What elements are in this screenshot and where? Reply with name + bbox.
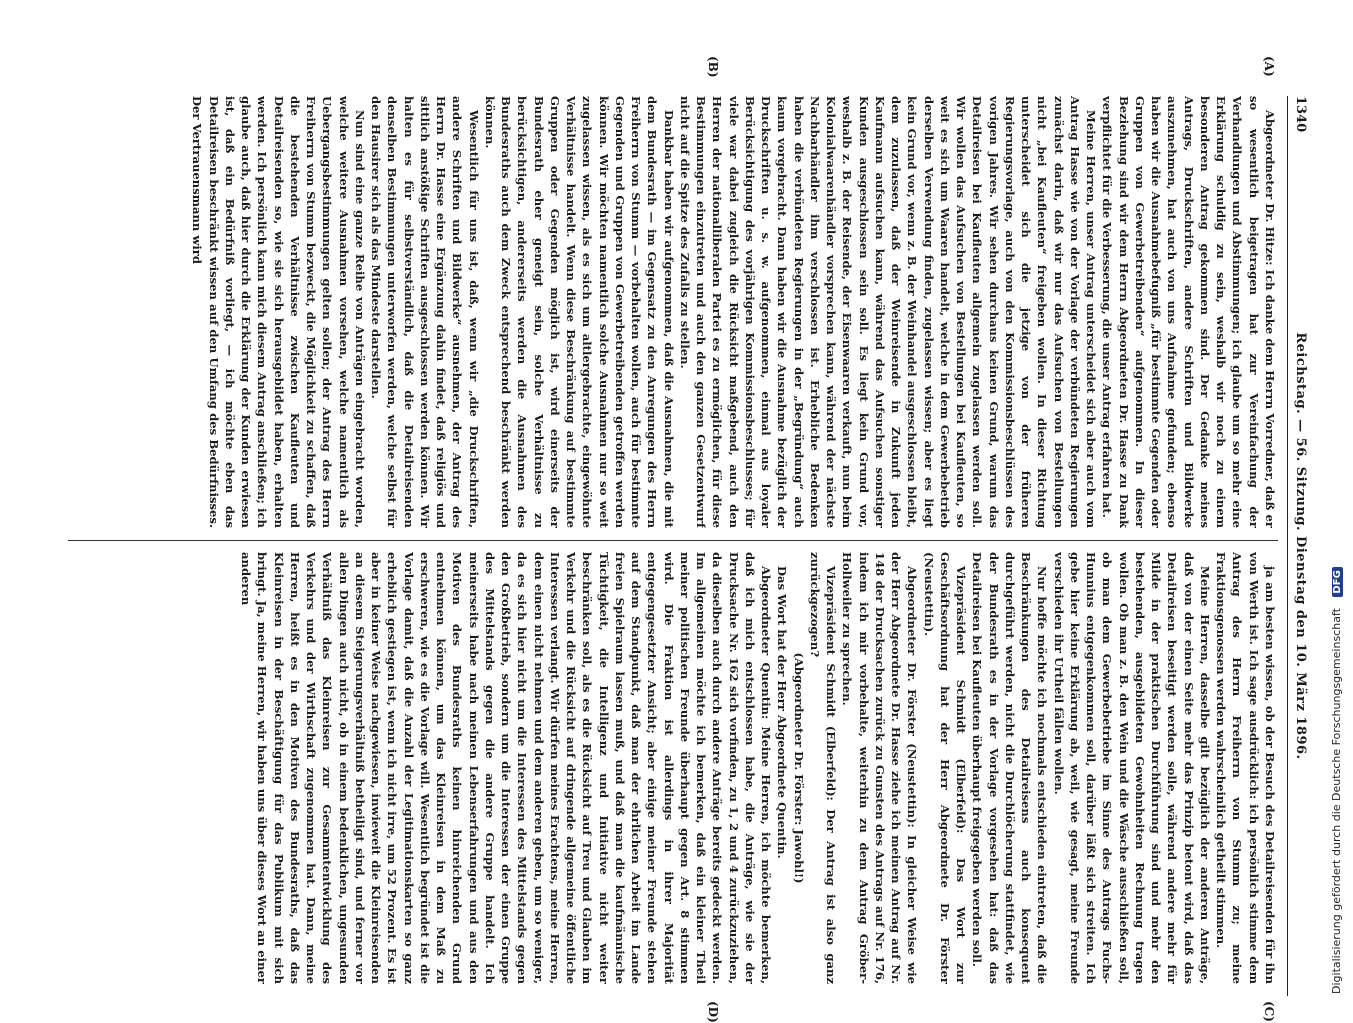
digitization-credit bbox=[1330, 0, 1348, 1000]
page-number: 1340 bbox=[1293, 96, 1308, 133]
paragraph: Abgeordneter Dr. Hitze: Ich danke dem Herrn Vorredner, daß er so wesentlich beigetragen hat zur Vereinfachung der Verhandlungen und Abstimmungen; ich glaube um so mehr eine Erklärung schuldig zu sein, weshalb wir noch zu einem besonderen Antrag gekommen sind. Der Gedanke meines Antrags, Druckschriften, andere Schriften und Bildwerke auszunehmen, hat auch von uns Aufnahme gefunden; ebenso haben wir die Ausnahmebefugniß „für bestimmte Gegenden oder Gruppen von Gewerbetreibenden“ aufgenommen. In dieser Beziehung sind wir dem Herrn Abgeordneten Dr. Hasse zu Dank verpflichtet für die Verbesserung, die unser Antrag erfahren hat. bbox=[1100, 96, 1277, 528]
column-divider bbox=[68, 540, 1278, 541]
paragraph: Meine Herren, unser Antrag unterscheidet sich aber auch vom Antrag Hasse wie von der Vorlage der verbündeten Regierungen zunächst darin, daß wir nur das Aufsuchen von Bestellungen nicht „bei Kaufleuten“ freigeben wollen. In dieser Richtung unterscheidet sich die jetzige von der früheren Regierungsvorlage, auch von den Kommissionsbeschlüssen des vorigen Jahres. Wir sehen durchaus keinen Grund, warum das Detailreisen bei Kaufleuten allgemein zugelassen werden soll. Wir wollen das Aufsuchen von Bestellungen bei Kaufleuten, so weit es sich um Waaren handelt, welche in dem Gewerbebetrieb derselben Verwendung finden, zugelassen wissen; aber es liegt kein Grund vor, wenn z. B. der Weinhandel ausgeschlossen bleibt, dem zuzulassen, daß der Weinreisende in Zukunft jeden Kaufmann aufsuchen kann, während das Aufsuchen sonstiger Kunden ausgeschlossen sein soll. Es liegt kein Grund vor, weshalb z. B. der Reisende, der Eisenwaaren verkauft, nun beim Kolonialwaarenhändler vorsprechen kann, während der nächste Nachbarhändler ihm verschlossen ist. Erhebliche Bedenken haben die verbündeten Regierungen in der „Begründung“ auch kaum vorgebracht. Dann haben wir die Ausnahme bezüglich der Druckschriften u. s. w. aufgenommen, einmal aus loyaler Berücksichtigung des vorjährigen Kommissionsbeschlusses; für viele war dabei zugleich die Rücksicht maßgebend, auch den Herren der nationalliberalen Partei es zu ermöglichen, für diese Bestimmungen einzutreten und auch den ganzen Gesetzentwurf nicht auf die Spitze des Zufalls zu stellen. bbox=[678, 96, 1099, 528]
paragraph: Nur hoffe möchte ich nochmals entschieden eintreten, daß die Beschränkungen des Detailreisens auch konsequent durchgeführt werden, nicht die Durchlöcherung stattfindet, wie der Bundesrath es in der Vorlage vorgesehen hat: daß das Detailreisen bei Kaufleuten überhaupt freigegeben werden soll. bbox=[970, 552, 1050, 984]
margin-letter-b: (B) bbox=[706, 56, 720, 78]
paragraph: Abgeordneter Quentin: Meine Herren, ich möchte bemerken, daß ich mich entschlossen habe, die Anträge, wie sie der Drucksache Nr. 162 sich vorfinden, zu 1, 2 und 4 zurückzuziehen, da dieselben auch durch andere Anträge bereits gedeckt werden. Im allgemeinen möchte ich bemerken, daß ein kleiner Theil meiner politischen Freunde überhaupt gegen Art. 8 stimmen wird. Die Fraktion ist allerdings in ihrer Majorität entgegengesetzter Ansicht; aber einige meiner Freunde stehen auf dem Standpunkt, daß man der ehrlichen Arbeit im Lande freien Spielraum lassen muß, und daß man die kaufmännische Tüchtigkeit, die Intelligenz und Initiative nicht weiter beschränken soll, als es die Rücksicht auf Treu und Glauben im Verkehr und die Rücksicht auf dringende allgemeine öffentliche Interessen verlangt. Wir dürfen meines Erachtens, meine Herren, dem einen nicht nehmen und dem anderen geben, um so weniger, da es sich hier nicht um die Interessen des Mittelstands gegen den Großbetrieb, sondern um die Interessen der einen Gruppe des Mittelstands gegen die andere Gruppe handelt. Ich meinerseits habe nach meinen Lebenserfahrungen und aus den Motiven des Bundesraths keinen hinreichenden Grund entnehmen können, um das Kleinreisen in dem Maß zu erschweren, wie es die Vorlage will. Wesentlich begründet ist die Vorlage damit, daß die Anzahl der Legitimationskarten so ganz erheblich gestiegen ist, wenn ich nicht irre, um 52 Prozent. Es ist aber in keiner Weise nachgewiesen, inwieweit die Kleinreisenden an diesem Steigerungsverhältniß betheiligt sind, und ferner vor allen Dingen auch nicht, ob in einem bedenklichen, ungesunden Verhältniß das Kleinreisen zur Gesammtentwicklung des Verkehrs und der Wirthschaft zugenommen hat. Dann, meine Herren, heißt es in den Motiven des Bundesraths, daß das Kleinreisen in der Beschäftigung für das Publikum mit sich bringt. Ja, meine Herren, wir haben uns über dieses Wort an einer anderen bbox=[239, 552, 774, 984]
paragraph: Dankbar haben wir aufgenommen, daß die Ausnahmen, die mit dem Bundesrath — im Gegensatz zu den Anregungen des Herrn Freiherrn von Stumm — vorbehalten wollen, auch für bestimmte Gegenden und Gruppen von Gewerbetreibenden getroffen werden können. Wir möchten namentlich solche Ausnahmen nur so weit zugelassen wissen, als es sich um altlergebrachte, eingewöhnte Verhältnisse handelt. Wenn diese Beschränkung auf bestimmte Gruppen oder Gegenden möglich ist, wird einerseits der Bundesrath eher geneigt sein, solche Verhältnisse zu berücksichtigen, andererseits werden die Ausnahmen des Bundesraths auch dem Zweck entsprechend beschränkt werden können. bbox=[483, 96, 676, 528]
header-divider bbox=[1287, 96, 1288, 996]
paragraph: Das Wort hat der Herr Abgeordnete Quentin. bbox=[775, 566, 790, 859]
newspaper-page bbox=[60, 56, 1310, 1023]
dfg-logo-icon: DFG bbox=[1332, 567, 1343, 596]
paragraph: Vizepräsident Schmidt (Elberfeld): Das Wort zur Geschäftsordnung hat der Herr Abgeordnete Dr. Förster (Neustettin). bbox=[921, 552, 969, 984]
paragraph: Vizepräsident Schmidt (Elberfeld): Der Antrag ist also ganz zurückgezogen? bbox=[808, 552, 839, 984]
paragraph: Meine Herren, dasselbe gilt bezüglich der anderen Anträge, daß von der einen Seite mehr das Prinzip betont wird, daß das Detailreisen beseitigt werden solle, während andere mehr für Milde in der praktischen Durchführung sind und mehr den bestehenden, ausgebildeten Gewohnheiten Rechnung tragen wollen. Ob man z. B. den Wein und die Wäsche ausschließen soll, ob man dem Gewerbebetriebe im Sinne des Antrags Fuchs-Hunnius entgegenkommen soll, darüber läßt sich streiten. Ich gebe hier keine Erklärung ab, weil, wie gesagt, meine Freunde verschieden ihr Urtheil fällen wollen. bbox=[1051, 552, 1212, 984]
paragraph: Wesentlich für uns ist, daß, wenn wir „die Druckschriften, andere Schriften und Bildwerke“ ausnehmen, der Antrag des Herrn Dr. Hasse eine Ergänzung dahin findet, daß religiös und sittlich anstößige Schriften ausgeschlossen werden können. Wir halten es für selbstverständlich, daß die Detailreisenden denselben Bestimmungen unterworfen werden, welche selbst für den Hausirer sich als das Mindeste darstellen. bbox=[369, 96, 481, 528]
paragraph: ja am besten wissen, ob der Besuch des Detailreisenden für ihn von Werth ist. Ich sage ausdrücklich: ich persönlich stimme dem Antrag des Herrn Freiherrn von Stumm zu; meine Fraktionsgenossen werden wahrscheinlich getheilt stimmen. bbox=[1214, 552, 1277, 984]
credit-text: Digitalisierung gefördert durch die Deutsche Forschungsgemeinschaft bbox=[1330, 608, 1343, 994]
paragraph: Abgeordneter Dr. Förster (Neustettin): In gleicher Weise wie der Herr Abgeordnete Dr. Hasse ziehe ich meinen Antrag auf Nr. 148 der Drucksachen zurück zu Gunsten des Antrags auf Nr. 176, indem ich mir vorbehalte, weiterhin zu dem Antrag Gröber-Hollweiler zu sprechen. bbox=[840, 552, 920, 984]
text-column-left bbox=[68, 96, 1278, 528]
margin-letter-c: (C) bbox=[1262, 1001, 1276, 1022]
margin-letter-a: (A) bbox=[1262, 56, 1276, 77]
margin-letter-d: (D) bbox=[706, 1001, 720, 1023]
paragraph: Nun sind eine ganze Reihe von Anträgen eingebracht worden, welche weitere Ausnahmen vorsehen, welche namentlich als Uebergangsbestimmungen gelten sollen; der Antrag des Herrn Freiherrn von Stumm bezweckt, die Möglichkeit zu schaffen, daß die bestehenden Verhältnisse zwischen Kaufleuten und Detailreisenden so, wie sie sich herausgebildet haben, erhalten werden. Ich persönlich kann mich diesem Antrag anschließen; ich glaube auch, daß hier durch die Erklärung der Kunden erwiesen ist, daß ein Bedürfniß vorliegt, — ich möchte eben das Detailreisen beschränkt wissen auf den Umfang des Bedürfnisses. Der Vertrauensmann wird bbox=[190, 96, 367, 528]
page-running-title: Reichstag. — 56. Sitzung. Dienstag den 10. März 1896. bbox=[1293, 332, 1308, 760]
paragraph-interjection: (Abgeordneter Dr. Förster: Jawohl!) bbox=[791, 652, 806, 884]
text-column-right bbox=[68, 552, 1278, 984]
